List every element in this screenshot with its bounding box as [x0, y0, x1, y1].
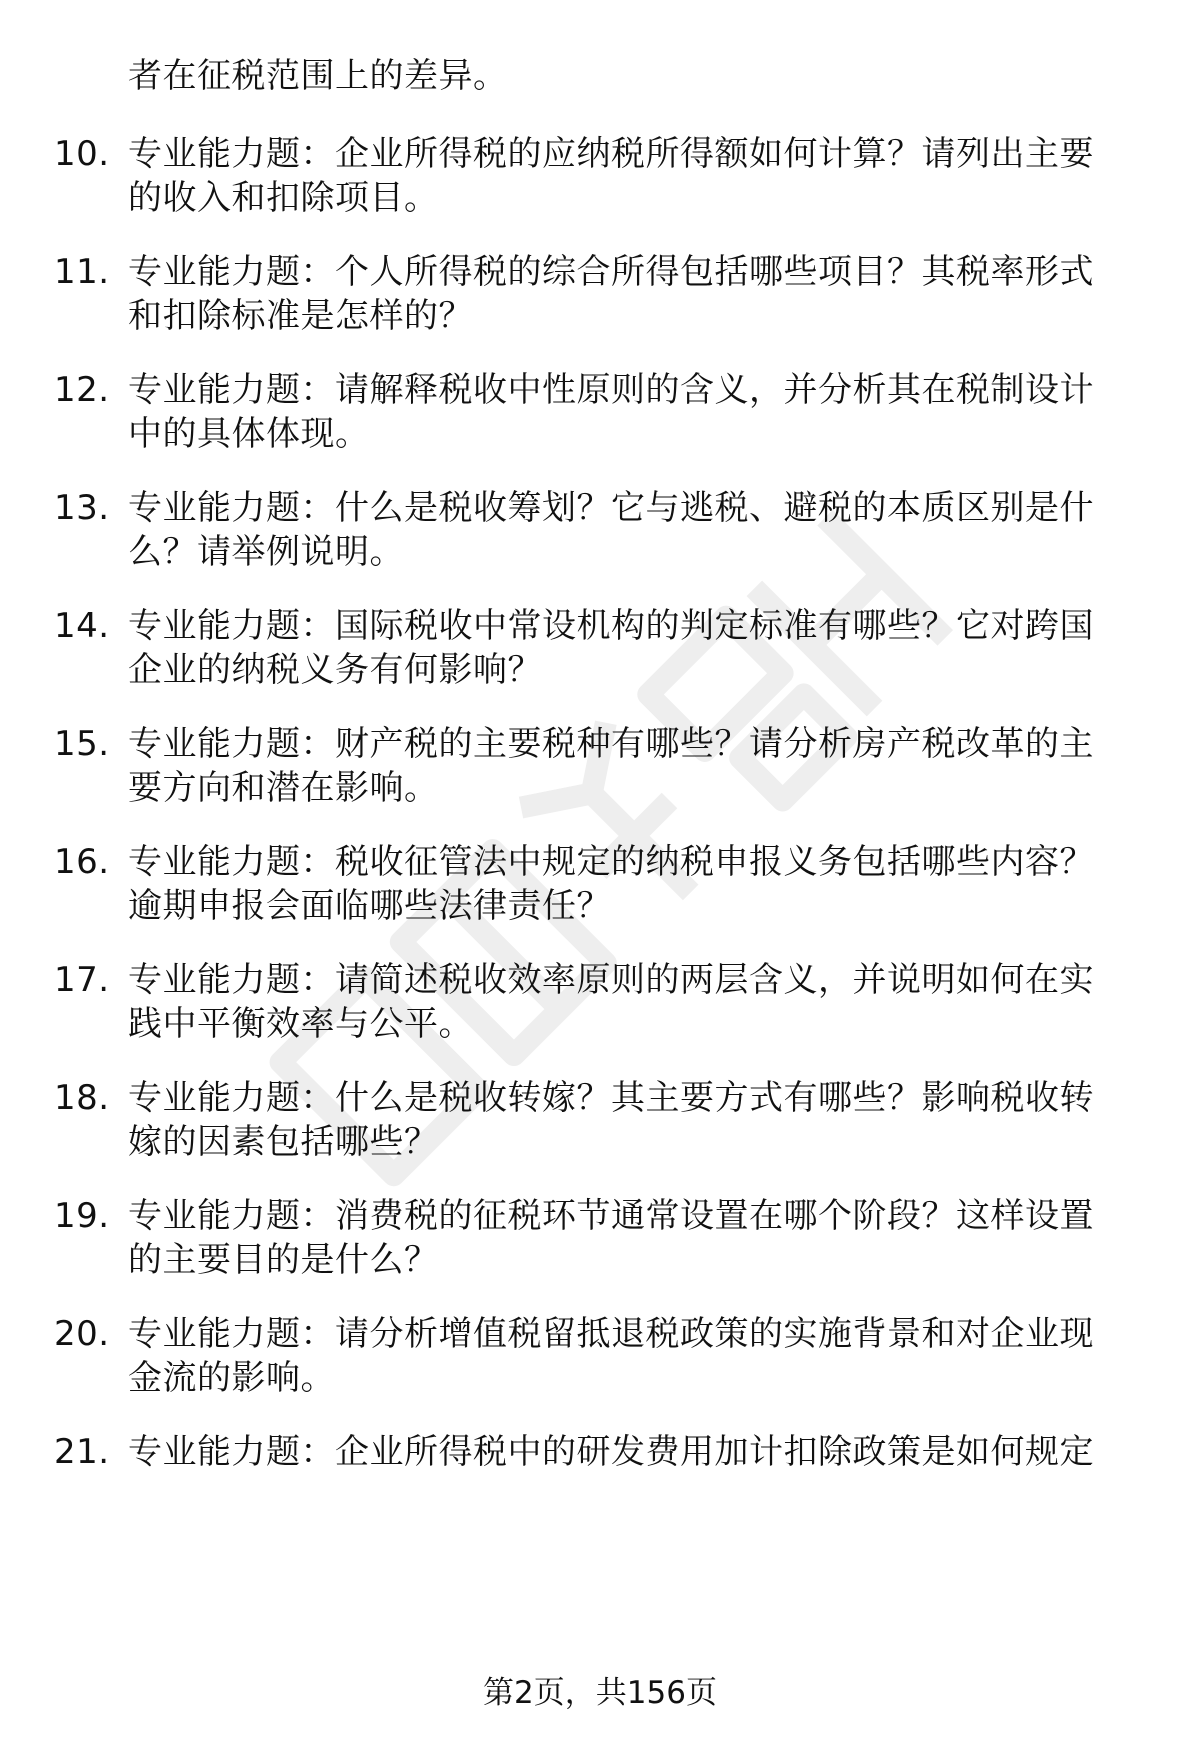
item-text-line2: 企业的纳税义务有何影响？	[128, 650, 542, 690]
item-text-line2: 逾期申报会面临哪些法律责任？	[128, 886, 611, 926]
continuation-text: 者在征税范围上的差异。	[128, 56, 508, 96]
item-text-line2: 的主要目的是什么？	[128, 1240, 439, 1280]
item-text-line2: 践中平衡效率与公平。	[128, 1004, 473, 1044]
item-number: 15.	[54, 724, 110, 764]
item-text-line1: 专业能力题：请解释税收中性原则的含义，并分析其在税制设计	[128, 370, 1094, 410]
item-number: 18.	[54, 1078, 110, 1118]
item-number: 19.	[54, 1196, 110, 1236]
item-text-line2: 的收入和扣除项目。	[128, 178, 439, 218]
item-text-line1: 专业能力题：国际税收中常设机构的判定标准有哪些？它对跨国	[128, 606, 1094, 646]
item-text-line1: 专业能力题：个人所得税的综合所得包括哪些项目？其税率形式	[128, 252, 1094, 292]
item-number: 16.	[54, 842, 110, 882]
item-text-line2: 和扣除标准是怎样的？	[128, 296, 473, 336]
item-text-line1: 专业能力题：什么是税收筹划？它与逃税、避税的本质区别是什	[128, 488, 1094, 528]
item-number: 14.	[54, 606, 110, 646]
item-number: 13.	[54, 488, 110, 528]
item-text-line2: 嫁的因素包括哪些？	[128, 1122, 439, 1162]
item-text-line1: 专业能力题：什么是税收转嫁？其主要方式有哪些？影响税收转	[128, 1078, 1094, 1118]
item-text-line1: 专业能力题：企业所得税中的研发费用加计扣除政策是如何规定	[128, 1432, 1094, 1472]
item-number: 21.	[54, 1432, 110, 1472]
item-text-line2: 要方向和潜在影响。	[128, 768, 439, 808]
item-number: 17.	[54, 960, 110, 1000]
item-text-line1: 专业能力题：请简述税收效率原则的两层含义，并说明如何在实	[128, 960, 1094, 1000]
item-text-line2: 么？请举例说明。	[128, 532, 404, 572]
item-number: 11.	[54, 252, 110, 292]
item-text-line1: 专业能力题：财产税的主要税种有哪些？请分析房产税改革的主	[128, 724, 1094, 764]
item-text-line1: 专业能力题：消费税的征税环节通常设置在哪个阶段？这样设置	[128, 1196, 1094, 1236]
item-text-line2: 金流的影响。	[128, 1358, 335, 1398]
item-text-line1: 专业能力题：税收征管法中规定的纳税申报义务包括哪些内容？	[128, 842, 1094, 882]
page-footer: 第2页，共156页	[483, 1675, 717, 1711]
item-text-line1: 专业能力题：请分析增值税留抵退税政策的实施背景和对企业现	[128, 1314, 1094, 1354]
item-text-line2: 中的具体体现。	[128, 414, 370, 454]
item-number: 12.	[54, 370, 110, 410]
item-text-line1: 专业能力题：企业所得税的应纳税所得额如何计算？请列出主要	[128, 134, 1094, 174]
item-number: 20.	[54, 1314, 110, 1354]
item-number: 10.	[54, 134, 110, 174]
